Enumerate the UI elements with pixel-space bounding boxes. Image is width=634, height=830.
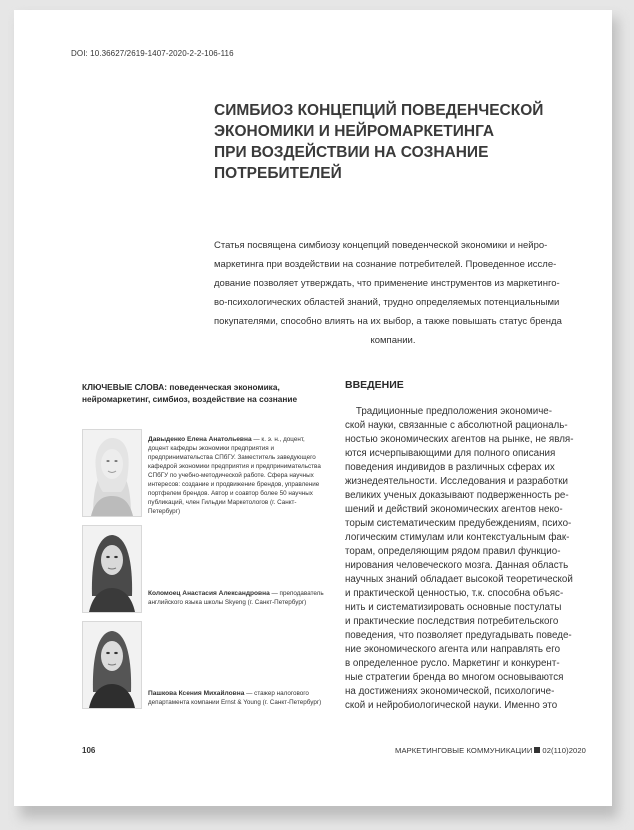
author-description: — стажер налогового департамента компании Ernst & Young (г. Санкт-Петербург) bbox=[148, 690, 322, 706]
body-text bbox=[345, 405, 590, 713]
page-number: 106 bbox=[82, 746, 96, 755]
author-name: Давыденко Елена Анатольевна bbox=[148, 436, 252, 443]
abstract bbox=[214, 236, 582, 350]
body-line: торам, определяющим рядом правил функцио- bbox=[345, 546, 561, 557]
author-name: Коломоец Анастасия Александровна bbox=[148, 590, 270, 597]
body-line: нирования человеческого мозга. Данная область bbox=[345, 560, 569, 571]
doi-line: DOI: 10.36627/2619-1407-2020-2-2-106-116 bbox=[71, 49, 234, 58]
abstract-line: во-психологических областей знаний, трудно определяемых потенциальными bbox=[214, 297, 560, 308]
author-description: — к. э. н., доцент, доцент кафедры экономики предприятия и предпринимательства СПбГУ. Заместитель заведующего кафедрой экономики предприятия и предпринимательства СПбГУ по учебно-методической работе. Сфера научных интересов: создание и продвижение брендов, управление портфелем брендов. Автор и соавтор более 50 научных публикаций, член Гильдии Маркетологов (г. Санкт-Петербург) bbox=[148, 436, 321, 515]
article-title bbox=[214, 100, 584, 184]
body-line: ской и нейробиологической науки. Именно это bbox=[345, 700, 558, 711]
author-bio bbox=[148, 435, 326, 516]
author-description: — преподаватель английского языка школы Skyeng (г. Санкт-Петербург) bbox=[148, 590, 324, 606]
body-line: поведения, что позволяет предугадывать поведе- bbox=[345, 630, 572, 641]
square-separator-icon bbox=[534, 747, 540, 753]
author-name: Пашкова Ксения Михайловна bbox=[148, 690, 245, 697]
body-line: на достижениях экономической, психологиче- bbox=[345, 686, 555, 697]
body-line: ностью экономических агентов на рынке, не явля- bbox=[345, 434, 574, 445]
journal-name: МАРКЕТИНГОВЫЕ КОММУНИКАЦИИ bbox=[395, 746, 533, 755]
body-line: великих ученых доказывают подверженность ре- bbox=[345, 490, 569, 501]
author-bio bbox=[148, 589, 326, 607]
body-line: и практической ценностью, т.к. способна объяс- bbox=[345, 588, 564, 599]
body-line: научных знаний обладает высокой теоретической bbox=[345, 574, 573, 585]
section-heading: ВВЕДЕНИЕ bbox=[345, 379, 404, 391]
keywords-text: поведенческая экономика, нейромаркетинг, симбиоз, воздействие на сознание bbox=[82, 382, 298, 404]
body-line: и практические последствия потребительского bbox=[345, 616, 559, 627]
title-line: СИМБИОЗ КОНЦЕПЦИЙ ПОВЕДЕНЧЕСКОЙ bbox=[214, 102, 544, 119]
author-photo bbox=[82, 429, 142, 517]
body-line: ской науки, связанные с абсолютной рациональ- bbox=[345, 420, 568, 431]
abstract-line: Статья посвящена симбиозу концепций поведенческой экономики и нейро- bbox=[214, 240, 548, 251]
abstract-line: дование позволяет утверждать, что применение инструментов из маркетинго- bbox=[214, 278, 560, 289]
body-line: торым систематическим предубеждениям, психо- bbox=[345, 518, 572, 529]
keywords-label: КЛЮЧЕВЫЕ СЛОВА: bbox=[82, 382, 168, 392]
body-line: Традиционные предположения экономиче- bbox=[345, 406, 553, 417]
body-line: ные стратегии бренда во многом основываются bbox=[345, 672, 564, 683]
body-line: ются исчерпывающими для полного описания bbox=[345, 448, 556, 459]
abstract-line: покупателями, способно влиять на их выбор, а также повышать статус бренда bbox=[214, 316, 562, 327]
title-line: ПОТРЕБИТЕЛЕЙ bbox=[214, 165, 342, 182]
title-line: ПРИ ВОЗДЕЙСТВИИ НА СОЗНАНИЕ bbox=[214, 144, 489, 161]
body-line: логическим стимулам или контекстуальным фак- bbox=[345, 532, 570, 543]
abstract-line: компании. bbox=[370, 335, 416, 346]
body-line: шений и действий экономических агентов неко- bbox=[345, 504, 563, 515]
journal-issue: 02(110)2020 bbox=[542, 746, 586, 755]
body-line: ние экономического агента или направлять его bbox=[345, 644, 561, 655]
body-line: жизнедеятельности. Исследования и разработки bbox=[345, 476, 568, 487]
title-line: ЭКОНОМИКИ И НЕЙРОМАРКЕТИНГА bbox=[214, 123, 495, 140]
body-line: нить и систематизировать основные постулаты bbox=[345, 602, 562, 613]
abstract-line: маркетинга при воздействии на сознание потребителей. Проведенное иссле- bbox=[214, 259, 557, 270]
author-bio bbox=[148, 689, 326, 707]
author-photo bbox=[82, 621, 142, 709]
journal-footer bbox=[395, 746, 586, 755]
author-photo bbox=[82, 525, 142, 613]
keywords bbox=[82, 381, 322, 405]
body-line: в определенное русло. Маркетинг и конкурент- bbox=[345, 658, 560, 669]
body-line: поведения индивидов в различных сферах их bbox=[345, 462, 555, 473]
